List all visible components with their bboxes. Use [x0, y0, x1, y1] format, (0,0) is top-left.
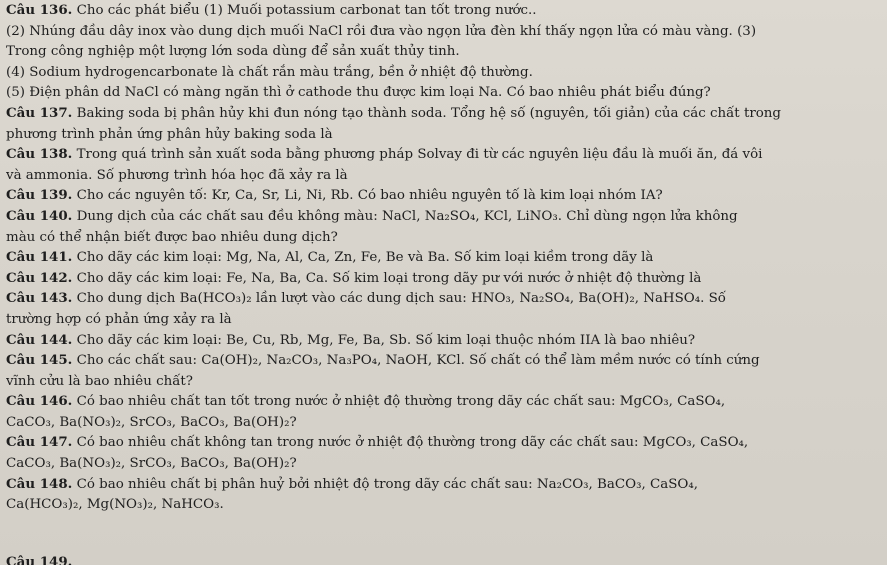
text-line — [6, 288, 879, 309]
question-text: Cho các chất sau: Ca(OH)₂, Na₂CO₃, Na₃PO₄, NaOH, KCl. Số chất có thể làm mềm nước có tính cứng — [72, 353, 760, 369]
text-line — [6, 247, 879, 268]
text-line — [6, 206, 879, 227]
text-line — [6, 124, 879, 145]
question-text: Có bao nhiêu chất tan tốt trong nước ở nhiệt độ thường trong dãy các chất sau: MgCO₃, CaSO₄, — [72, 394, 726, 410]
question-text: (5) Điện phân dd NaCl có màng ngăn thì ở cathode thu được kim loại Na. Có bao nhiêu phát biểu đúng? — [6, 85, 711, 101]
text-line — [6, 227, 879, 248]
question-number: Câu 145. — [6, 352, 73, 369]
question-text: Cho dãy các kim loại: Fe, Na, Ba, Ca. Số kim loại trong dãy pư với nước ở nhiệt độ thường là — [72, 270, 702, 286]
question-text: Dung dịch của các chất sau đều không màu: NaCl, Na₂SO₄, KCl, LiNO₃. Chỉ dùng ngọn lửa không — [72, 208, 738, 224]
text-line — [6, 412, 879, 433]
text-line — [6, 41, 879, 62]
question-text: phương trình phản ứng phân hủy baking soda là — [6, 126, 333, 142]
question-number: Câu 140. — [6, 207, 73, 224]
question-number: Câu 141. — [6, 249, 73, 266]
question-text: vĩnh cửu là bao nhiêu chất? — [6, 373, 193, 389]
question-text: Có bao nhiêu chất bị phân huỷ bởi nhiệt độ trong dãy các chất sau: Na₂CO₃, BaCO₃, CaSO₄, — [72, 476, 698, 492]
question-text: Trong quá trình sản xuất soda bằng phương pháp Solvay đi từ các nguyên liệu đầu là muối ăn, đá vôi — [72, 147, 763, 163]
question-text: Có bao nhiêu chất không tan trong nước ở nhiệt độ thường trong dãy các chất sau: MgCO₃, CaSO₄, — [72, 435, 749, 451]
text-line — [6, 268, 879, 289]
question-text: Ca(HCO₃)₂, Mg(NO₃)₂, NaHCO₃. — [6, 497, 224, 513]
question-number: Câu 142. — [6, 269, 73, 286]
question-text: (4) Sodium hydrogencarbonate là chất rắn màu trắng, bền ở nhiệt độ thường. — [6, 64, 533, 80]
text-line — [6, 330, 879, 351]
question-text: Cho các nguyên tố: Kr, Ca, Sr, Li, Ni, Rb. Có bao nhiêu nguyên tố là kim loại nhóm IA? — [72, 188, 663, 204]
question-text: Trong công nghiệp một lượng lớn soda dùng để sản xuất thủy tinh. — [6, 44, 460, 60]
cut-off-line — [6, 552, 72, 565]
question-text: và ammonia. Số phương trình hóa học đã xảy ra là — [6, 167, 348, 183]
question-text: màu có thể nhận biết được bao nhiêu dung dịch? — [6, 229, 338, 245]
question-text: Cho dung dịch Ba(HCO₃)₂ lần lượt vào các dung dịch sau: HNO₃, Na₂SO₄, Ba(OH)₂, NaHSO₄. Số — [72, 291, 727, 307]
question-text: Baking soda bị phân hủy khi đun nóng tạo thành soda. Tổng hệ số (nguyên, tối giản) của các chất trong — [72, 105, 781, 121]
text-line — [6, 432, 879, 453]
question-text: CaCO₃, Ba(NO₃)₂, SrCO₃, BaCO₃, Ba(OH)₂? — [6, 414, 297, 430]
question-number: Câu 143. — [6, 290, 73, 307]
text-line — [6, 350, 879, 371]
question-number: Câu 136. — [6, 2, 73, 18]
text-line — [6, 371, 879, 392]
question-text: Cho các phát biểu (1) Muối potassium carbonat tan tốt trong nước.. — [72, 3, 537, 18]
text-line — [6, 144, 879, 165]
question-number: Câu 139. — [6, 187, 73, 204]
question-number: Câu 147. — [6, 434, 73, 451]
question-number: Câu 149. — [6, 554, 73, 565]
question-text: Cho dãy các kim loại: Mg, Na, Al, Ca, Zn, Fe, Be và Ba. Số kim loại kiềm trong dãy là — [72, 250, 654, 266]
text-line — [6, 103, 879, 124]
question-text: trường hợp có phản ứng xảy ra là — [6, 311, 232, 327]
text-line — [6, 185, 879, 206]
text-line — [6, 474, 879, 495]
text-line — [6, 165, 879, 186]
question-number: Câu 138. — [6, 146, 73, 163]
text-line — [6, 0, 879, 21]
question-number: Câu 144. — [6, 331, 73, 348]
question-text: CaCO₃, Ba(NO₃)₂, SrCO₃, BaCO₃, Ba(OH)₂? — [6, 456, 297, 472]
text-line — [6, 21, 879, 42]
question-number: Câu 148. — [6, 475, 73, 492]
text-line — [6, 453, 879, 474]
question-text: (2) Nhúng đầu dây inox vào dung dịch muối NaCl rồi đưa vào ngọn lửa đèn khí thấy ngọn lửa có màu vàng. (3) — [6, 23, 757, 39]
text-line — [6, 391, 879, 412]
text-line — [6, 62, 879, 83]
text-line — [6, 494, 879, 515]
question-number: Câu 137. — [6, 104, 73, 121]
question-number: Câu 146. — [6, 393, 73, 410]
text-line — [6, 82, 879, 103]
text-line — [6, 309, 879, 330]
question-text: Cho dãy các kim loại: Be, Cu, Rb, Mg, Fe, Ba, Sb. Số kim loại thuộc nhóm IIA là bao nhiêu? — [72, 332, 696, 348]
